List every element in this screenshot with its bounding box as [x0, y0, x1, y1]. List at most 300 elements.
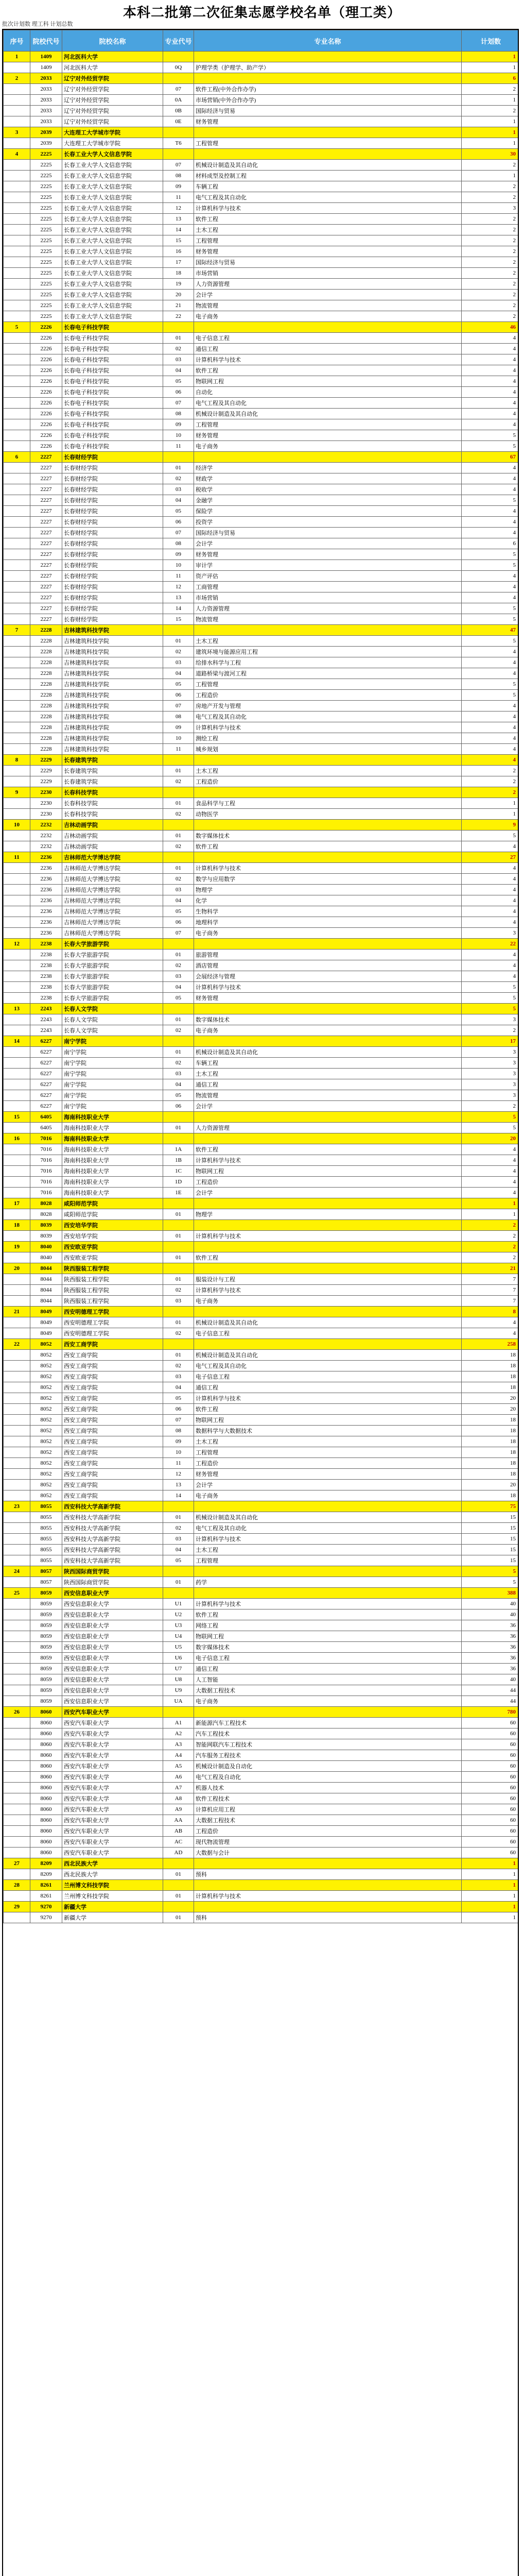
cell-school-code: 2236: [30, 928, 62, 939]
cell-plan-count: 2: [462, 290, 519, 300]
cell-major-name: 计算机科学与技术: [194, 1231, 462, 1242]
cell-school-name: 西安信息职业大学: [62, 1631, 163, 1642]
cell-plan-count: 4: [462, 950, 519, 960]
cell-school-code: 2236: [30, 863, 62, 874]
table-row: [4, 614, 519, 625]
table-row: [4, 1772, 519, 1783]
cell-school-code: 2238: [30, 971, 62, 982]
cell-school-code: 8059: [30, 1653, 62, 1664]
cell-major-code: 05: [163, 506, 194, 517]
table-row: [4, 874, 519, 885]
table-row: [4, 982, 519, 993]
cell-school-name: 河北医科大学: [62, 52, 163, 62]
table-row: [4, 484, 519, 495]
cell-plan-count: 18: [462, 1382, 519, 1393]
cell-major-code: [163, 452, 194, 463]
cell-index: 23: [4, 1501, 30, 1512]
cell-major-name: 人力资源管理: [194, 1123, 462, 1133]
cell-index: [4, 1123, 30, 1133]
table-row: [4, 1783, 519, 1793]
table-row: [4, 1718, 519, 1728]
cell-major-name: 计算机科学与技术: [194, 863, 462, 874]
cell-major-code: 13: [163, 214, 194, 225]
cell-school-code: 8059: [30, 1609, 62, 1620]
cell-major-name: 计算机科学与技术: [194, 1155, 462, 1166]
cell-plan-count: 3: [462, 1014, 519, 1025]
cell-index: [4, 874, 30, 885]
cell-school-code: 2232: [30, 820, 62, 831]
cell-plan-count: 5: [462, 831, 519, 841]
cell-school-name: 长春电子科技学院: [62, 376, 163, 387]
cell-school-name: 西安信息职业大学: [62, 1696, 163, 1707]
table-row: [4, 1155, 519, 1166]
cell-plan-count: 1: [462, 1912, 519, 1923]
cell-major-code: 08: [163, 1426, 194, 1436]
cell-index: [4, 701, 30, 711]
table-row: [4, 528, 519, 538]
cell-school-name: 河北医科大学: [62, 62, 163, 73]
cell-plan-count: 1: [462, 1858, 519, 1869]
cell-major-name: 城乡规划: [194, 744, 462, 755]
cell-index: [4, 441, 30, 452]
cell-major-name: 软件工程: [194, 214, 462, 225]
cell-major-code: 02: [163, 647, 194, 657]
cell-index: [4, 376, 30, 387]
cell-major-name: 通信工程: [194, 344, 462, 354]
cell-school-code: 2039: [30, 127, 62, 138]
cell-school-name: 长春大学旅游学院: [62, 971, 163, 982]
cell-school-name: 辽宁对外经贸学院: [62, 106, 163, 116]
cell-major-name: 物联网工程: [194, 1631, 462, 1642]
table-row: [4, 538, 519, 549]
cell-school-name: 兰州博文科技学院: [62, 1880, 163, 1891]
cell-index: [4, 1609, 30, 1620]
cell-index: [4, 203, 30, 214]
cell-major-code: 03: [163, 971, 194, 982]
table-row: [4, 1653, 519, 1664]
cell-major-name: 大数据工程技术: [194, 1815, 462, 1826]
cell-school-name: 长春工业大学人文信息学院: [62, 225, 163, 235]
cell-major-name: 土木工程: [194, 636, 462, 647]
cell-index: [4, 225, 30, 235]
cell-major-name: 物理学: [194, 1209, 462, 1220]
cell-major-name: 电子信息工程: [194, 1371, 462, 1382]
cell-major-name: 工程管理: [194, 679, 462, 690]
cell-school-code: 8209: [30, 1858, 62, 1869]
table-row: [4, 214, 519, 225]
cell-major-code: 11: [163, 571, 194, 582]
cell-school-name: 吉林师范大学博达学院: [62, 874, 163, 885]
cell-major-name: 财务管理: [194, 246, 462, 257]
cell-school-name: 长春工业大学人文信息学院: [62, 203, 163, 214]
table-row: [4, 1447, 519, 1458]
cell-index: 19: [4, 1242, 30, 1252]
table-row: [4, 993, 519, 1004]
table-row: [4, 1231, 519, 1242]
cell-index: [4, 614, 30, 625]
cell-major-code: [163, 322, 194, 333]
cell-index: [4, 560, 30, 571]
cell-school-name: 西安汽车职业大学: [62, 1718, 163, 1728]
cell-major-code: 07: [163, 84, 194, 95]
table-row: [4, 809, 519, 820]
cell-school-name: 长春财经学院: [62, 452, 163, 463]
cell-index: 11: [4, 852, 30, 863]
cell-major-name: 计算机科学与技术: [194, 1393, 462, 1404]
cell-plan-count: 2: [462, 300, 519, 311]
cell-major-name: 审计学: [194, 560, 462, 571]
table-row: [4, 473, 519, 484]
cell-school-name: 西安明德理工学院: [62, 1328, 163, 1339]
cell-major-name: 计算机科学与技术: [194, 1891, 462, 1902]
cell-school-code: 2225: [30, 235, 62, 246]
school-summary-row: [4, 1566, 519, 1577]
cell-school-name: 西安明德理工学院: [62, 1317, 163, 1328]
cell-school-name: 长春财经学院: [62, 473, 163, 484]
cell-school-code: 8039: [30, 1220, 62, 1231]
cell-school-name: 西安工商学院: [62, 1490, 163, 1501]
cell-school-name: 长春财经学院: [62, 484, 163, 495]
cell-index: 12: [4, 939, 30, 950]
cell-plan-count: 15: [462, 1512, 519, 1523]
cell-plan-count: 4: [462, 333, 519, 344]
table-row: [4, 192, 519, 203]
cell-plan-count: 5: [462, 549, 519, 560]
cell-major-code: 06: [163, 387, 194, 398]
cell-index: [4, 1793, 30, 1804]
cell-major-code: U9: [163, 1685, 194, 1696]
cell-major-code: [163, 1004, 194, 1014]
cell-plan-count: 40: [462, 1609, 519, 1620]
cell-major-code: [163, 787, 194, 798]
cell-school-code: 6227: [30, 1090, 62, 1101]
cell-plan-count: 4: [462, 841, 519, 852]
table-row: [4, 290, 519, 300]
cell-plan-count: 4: [462, 473, 519, 484]
table-row: [4, 885, 519, 895]
cell-school-name: 长春财经学院: [62, 560, 163, 571]
cell-index: [4, 1869, 30, 1880]
cell-index: [4, 473, 30, 484]
cell-school-code: 2232: [30, 831, 62, 841]
cell-major-code: 01: [163, 636, 194, 647]
cell-plan-count: 2: [462, 787, 519, 798]
cell-school-name: 海南科技职业大学: [62, 1133, 163, 1144]
cell-major-name: 会展经济与管理: [194, 971, 462, 982]
cell-index: [4, 1480, 30, 1490]
table-row: [4, 841, 519, 852]
cell-school-code: 2226: [30, 409, 62, 419]
cell-school-code: 2227: [30, 560, 62, 571]
cell-plan-count: 5: [462, 679, 519, 690]
cell-school-name: 吉林动画学院: [62, 841, 163, 852]
cell-major-name: 数字媒体技术: [194, 831, 462, 841]
cell-major-code: 13: [163, 1480, 194, 1490]
cell-school-code: 8060: [30, 1815, 62, 1826]
cell-school-name: 长春大学旅游学院: [62, 950, 163, 960]
cell-major-code: 01: [163, 1209, 194, 1220]
table-row: [4, 679, 519, 690]
cell-school-name: 长春工业大学人文信息学院: [62, 300, 163, 311]
school-summary-row: [4, 73, 519, 84]
table-row: [4, 722, 519, 733]
cell-school-code: 2226: [30, 333, 62, 344]
cell-school-name: 长春工业大学人文信息学院: [62, 214, 163, 225]
cell-plan-count: 1: [462, 1198, 519, 1209]
cell-index: [4, 1490, 30, 1501]
cell-school-name: 西安科技大学高新学院: [62, 1534, 163, 1545]
cell-plan-count: 4: [462, 419, 519, 430]
cell-index: [4, 885, 30, 895]
cell-plan-count: 18: [462, 1469, 519, 1480]
cell-index: 20: [4, 1263, 30, 1274]
cell-school-name: 长春财经学院: [62, 506, 163, 517]
cell-school-name: 西安信息职业大学: [62, 1674, 163, 1685]
table-row: [4, 1696, 519, 1707]
cell-index: 29: [4, 1902, 30, 1912]
cell-index: 25: [4, 1588, 30, 1599]
cell-index: 17: [4, 1198, 30, 1209]
cell-major-name: 财务管理: [194, 1469, 462, 1480]
table-row: [4, 1545, 519, 1555]
cell-index: [4, 657, 30, 668]
table-row: [4, 701, 519, 711]
cell-major-code: 07: [163, 160, 194, 171]
cell-plan-count: 2: [462, 225, 519, 235]
cell-school-name: 吉林动画学院: [62, 820, 163, 831]
cell-index: [4, 647, 30, 657]
cell-school-code: 2227: [30, 582, 62, 592]
cell-plan-count: 4: [462, 960, 519, 971]
cell-major-name: 土木工程: [194, 225, 462, 235]
cell-major-name: 电子信息工程: [194, 1328, 462, 1339]
cell-major-code: 17: [163, 257, 194, 268]
cell-school-code: 2226: [30, 398, 62, 409]
cell-major-code: [163, 127, 194, 138]
cell-school-name: 陕西服装工程学院: [62, 1285, 163, 1296]
cell-plan-count: 5: [462, 441, 519, 452]
cell-school-code: 8044: [30, 1274, 62, 1285]
cell-index: [4, 571, 30, 582]
cell-major-name: 软件工程: [194, 1252, 462, 1263]
cell-index: [4, 192, 30, 203]
cell-school-code: 2238: [30, 950, 62, 960]
cell-major-code: [163, 1588, 194, 1599]
table-row: [4, 603, 519, 614]
cell-plan-count: 20: [462, 1393, 519, 1404]
cell-major-code: A4: [163, 1750, 194, 1761]
cell-major-name: 国际经济与贸易: [194, 257, 462, 268]
table-row: [4, 571, 519, 582]
cell-school-name: 长春工业大学人文信息学院: [62, 181, 163, 192]
table-row: [4, 928, 519, 939]
table-row: [4, 430, 519, 441]
cell-school-code: 8060: [30, 1848, 62, 1858]
header-school-code: 院校代号: [30, 30, 62, 52]
cell-school-name: 长春财经学院: [62, 495, 163, 506]
cell-plan-count: 15: [462, 1545, 519, 1555]
table-row: [4, 1296, 519, 1307]
cell-plan-count: 47: [462, 625, 519, 636]
cell-school-code: 2225: [30, 300, 62, 311]
cell-major-name: 电气工程及其自动化: [194, 1523, 462, 1534]
cell-school-name: 长春科技学院: [62, 798, 163, 809]
cell-plan-count: 5: [462, 1566, 519, 1577]
cell-school-name: 辽宁对外经贸学院: [62, 95, 163, 106]
cell-plan-count: 780: [462, 1707, 519, 1718]
table-row: [4, 1685, 519, 1696]
cell-index: [4, 1361, 30, 1371]
cell-major-name: 物联网工程: [194, 1415, 462, 1426]
cell-major-code: 01: [163, 1869, 194, 1880]
cell-school-code: 8052: [30, 1447, 62, 1458]
cell-school-code: 8052: [30, 1339, 62, 1350]
cell-major-code: 03: [163, 354, 194, 365]
cell-school-name: 西安汽车职业大学: [62, 1815, 163, 1826]
cell-index: [4, 1447, 30, 1458]
cell-school-name: 西安工商学院: [62, 1426, 163, 1436]
cell-major-name: 工程管理: [194, 235, 462, 246]
table-row: [4, 441, 519, 452]
cell-plan-count: 5: [462, 560, 519, 571]
cell-index: [4, 1328, 30, 1339]
cell-school-code: 2226: [30, 419, 62, 430]
cell-plan-count: 4: [462, 733, 519, 744]
table-row: [4, 1426, 519, 1436]
cell-major-name: [194, 1307, 462, 1317]
cell-major-name: 资产评估: [194, 571, 462, 582]
cell-school-code: 8060: [30, 1728, 62, 1739]
cell-major-code: 05: [163, 679, 194, 690]
table-row: [4, 1047, 519, 1058]
cell-school-code: 8060: [30, 1804, 62, 1815]
table-row: [4, 917, 519, 928]
school-summary-row: [4, 1220, 519, 1231]
cell-school-name: 西安欧亚学院: [62, 1252, 163, 1263]
cell-major-code: 12: [163, 1469, 194, 1480]
cell-index: [4, 506, 30, 517]
cell-school-code: 8052: [30, 1426, 62, 1436]
cell-plan-count: 7: [462, 1285, 519, 1296]
cell-major-name: 化学: [194, 895, 462, 906]
cell-major-name: 汽车工程技术: [194, 1728, 462, 1739]
cell-plan-count: 2: [462, 766, 519, 776]
cell-school-name: 吉林建筑科技学院: [62, 722, 163, 733]
cell-plan-count: 21: [462, 1263, 519, 1274]
cell-plan-count: 3: [462, 1058, 519, 1069]
cell-plan-count: 18: [462, 1371, 519, 1382]
cell-school-name: 南宁学院: [62, 1036, 163, 1047]
cell-major-name: 电气工程及其自动化: [194, 192, 462, 203]
cell-major-code: 01: [163, 1317, 194, 1328]
cell-school-code: 8060: [30, 1783, 62, 1793]
cell-major-name: 数学与应用数学: [194, 874, 462, 885]
school-summary-row: [4, 1036, 519, 1047]
cell-major-name: 通信工程: [194, 1079, 462, 1090]
cell-major-name: [194, 755, 462, 766]
cell-plan-count: 60: [462, 1804, 519, 1815]
cell-school-code: 8044: [30, 1263, 62, 1274]
table-row: [4, 354, 519, 365]
table-row: [4, 506, 519, 517]
cell-school-code: 8060: [30, 1793, 62, 1804]
cell-plan-count: 20: [462, 1480, 519, 1490]
cell-plan-count: 4: [462, 711, 519, 722]
cell-major-code: 02: [163, 874, 194, 885]
cell-major-code: A5: [163, 1761, 194, 1772]
cell-plan-count: 4: [462, 463, 519, 473]
cell-major-name: 机器人技术: [194, 1783, 462, 1793]
cell-school-code: 8040: [30, 1242, 62, 1252]
school-summary-row: [4, 1307, 519, 1317]
cell-index: [4, 1555, 30, 1566]
cell-school-code: 2228: [30, 636, 62, 647]
cell-major-name: 经济学: [194, 463, 462, 473]
cell-index: [4, 831, 30, 841]
cell-plan-count: 15: [462, 1555, 519, 1566]
cell-major-name: 计算机科学与技术: [194, 1285, 462, 1296]
table-row: [4, 344, 519, 354]
cell-index: 13: [4, 1004, 30, 1014]
cell-plan-count: 40: [462, 1674, 519, 1685]
cell-school-code: 8059: [30, 1588, 62, 1599]
cell-plan-count: 1: [462, 1880, 519, 1891]
cell-school-name: 南宁学院: [62, 1079, 163, 1090]
cell-index: [4, 1750, 30, 1761]
school-summary-row: [4, 452, 519, 463]
cell-school-code: 6227: [30, 1058, 62, 1069]
cell-plan-count: 5: [462, 430, 519, 441]
cell-index: [4, 1642, 30, 1653]
cell-school-code: 2232: [30, 841, 62, 852]
cell-school-code: 2226: [30, 430, 62, 441]
cell-school-code: 8052: [30, 1480, 62, 1490]
cell-plan-count: 1: [462, 1869, 519, 1880]
table-row: [4, 1371, 519, 1382]
cell-school-code: 7016: [30, 1188, 62, 1198]
cell-major-code: A7: [163, 1783, 194, 1793]
table-row: [4, 517, 519, 528]
table-row: [4, 895, 519, 906]
cell-school-code: 8059: [30, 1664, 62, 1674]
cell-index: 22: [4, 1339, 30, 1350]
cell-major-code: [163, 1036, 194, 1047]
cell-major-code: [163, 149, 194, 160]
cell-major-code: 01: [163, 1231, 194, 1242]
cell-school-name: 南宁学院: [62, 1069, 163, 1079]
cell-school-code: 8055: [30, 1534, 62, 1545]
cell-major-code: 06: [163, 1404, 194, 1415]
cell-index: 10: [4, 820, 30, 831]
cell-major-name: 电子信息工程: [194, 1653, 462, 1664]
cell-school-name: 吉林师范大学博达学院: [62, 885, 163, 895]
cell-index: [4, 841, 30, 852]
cell-school-code: 8052: [30, 1371, 62, 1382]
cell-index: [4, 1144, 30, 1155]
cell-plan-count: 4: [462, 517, 519, 528]
cell-major-code: 10: [163, 1447, 194, 1458]
cell-major-name: 会计学: [194, 1188, 462, 1198]
cell-major-code: 03: [163, 657, 194, 668]
table-row: [4, 409, 519, 419]
cell-school-name: 西安汽车职业大学: [62, 1793, 163, 1804]
cell-major-code: T6: [163, 138, 194, 149]
table-row: [4, 1750, 519, 1761]
cell-major-name: 工程管理: [194, 1447, 462, 1458]
cell-major-name: 大数据与会计: [194, 1848, 462, 1858]
table-row: [4, 1123, 519, 1133]
table-row: [4, 106, 519, 116]
